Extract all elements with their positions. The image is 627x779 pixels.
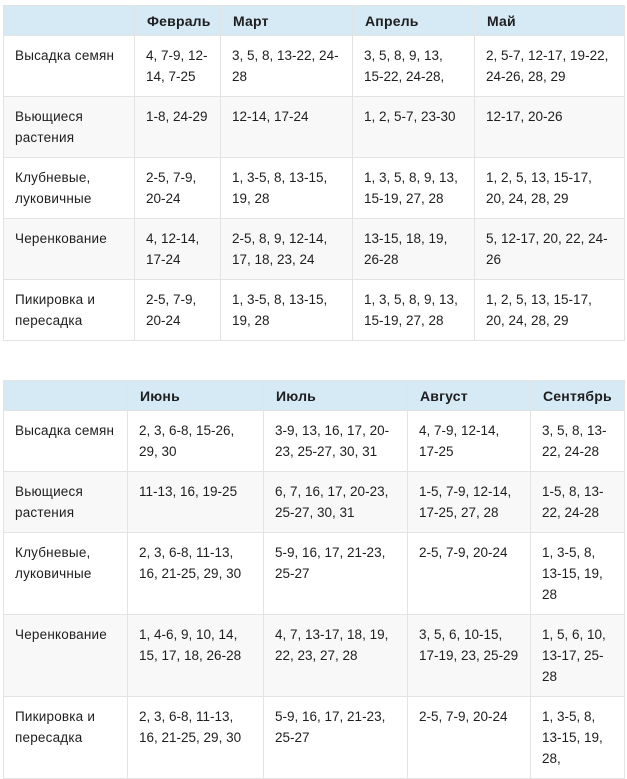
table-row bbox=[4, 472, 625, 533]
row-label: Клубневые, луковичные bbox=[4, 533, 128, 615]
row-label: Черенкование bbox=[4, 219, 135, 280]
table-cell: 1, 3-5, 8, 13-15, 19, 28 bbox=[531, 533, 625, 615]
table-row bbox=[4, 97, 625, 158]
table-cell: 1, 3, 5, 8, 9, 13, 15-19, 27, 28 bbox=[353, 280, 475, 341]
row-label: Черенкование bbox=[4, 615, 128, 697]
table-cell: 5, 12-17, 20, 22, 24-26 bbox=[475, 219, 625, 280]
table-cell: 3, 5, 8, 13-22, 24-28 bbox=[221, 36, 353, 97]
table-cell: 1, 5, 6, 10, 13-17, 25-28 bbox=[531, 615, 625, 697]
column-header-august: Август bbox=[408, 381, 531, 411]
table-cell: 1-5, 7-9, 12-14, 17-25, 27, 28 bbox=[408, 472, 531, 533]
table-cell: 4, 7-9, 12-14, 17-25 bbox=[408, 411, 531, 472]
row-label: Пикировка и пересадка bbox=[4, 697, 128, 779]
table-cell: 1, 2, 5, 13, 15-17, 20, 24, 28, 29 bbox=[475, 158, 625, 219]
table-cell: 1, 3-5, 8, 13-15, 19, 28, bbox=[531, 697, 625, 779]
column-header-february: Февраль bbox=[135, 6, 221, 36]
table-cell: 12-14, 17-24 bbox=[221, 97, 353, 158]
table-cell: 5-9, 16, 17, 21-23, 25-27 bbox=[264, 697, 408, 779]
lunar-table-spring bbox=[3, 5, 625, 341]
table-row bbox=[4, 533, 625, 615]
table-row bbox=[4, 280, 625, 341]
column-header-april: Апрель bbox=[353, 6, 475, 36]
header-row bbox=[4, 381, 625, 411]
table-row bbox=[4, 411, 625, 472]
row-label: Вьющиеся растения bbox=[4, 472, 128, 533]
table-cell: 1, 4-6, 9, 10, 14, 15, 17, 18, 26-28 bbox=[128, 615, 264, 697]
table-cell: 6, 7, 16, 17, 20-23, 25-27, 30, 31 bbox=[264, 472, 408, 533]
row-label: Пикировка и пересадка bbox=[4, 280, 135, 341]
table-cell: 3, 5, 8, 9, 13, 15-22, 24-28, bbox=[353, 36, 475, 97]
column-header-march: Март bbox=[221, 6, 353, 36]
column-header-may: Май bbox=[475, 6, 625, 36]
table-cell: 4, 7-9, 12-14, 7-25 bbox=[135, 36, 221, 97]
row-label: Вьющиеся растения bbox=[4, 97, 135, 158]
table-cell: 2, 5-7, 12-17, 19-22, 24-26, 28, 29 bbox=[475, 36, 625, 97]
table-header bbox=[4, 381, 625, 411]
table-row bbox=[4, 219, 625, 280]
table-cell: 4, 7, 13-17, 18, 19, 22, 23, 27, 28 bbox=[264, 615, 408, 697]
table-cell: 2-5, 7-9, 20-24 bbox=[408, 533, 531, 615]
table-cell: 1, 3, 5, 8, 9, 13, 15-19, 27, 28 bbox=[353, 158, 475, 219]
table-cell: 2, 3, 6-8, 11-13, 16, 21-25, 29, 30 bbox=[128, 697, 264, 779]
table-cell: 1, 3-5, 8, 13-15, 19, 28 bbox=[221, 158, 353, 219]
table-cell: 2, 3, 6-8, 15-26, 29, 30 bbox=[128, 411, 264, 472]
table-cell: 3, 5, 6, 10-15, 17-19, 23, 25-29 bbox=[408, 615, 531, 697]
table-cell: 4, 12-14, 17-24 bbox=[135, 219, 221, 280]
table-cell: 13-15, 18, 19, 26-28 bbox=[353, 219, 475, 280]
table-cell: 5-9, 16, 17, 21-23, 25-27 bbox=[264, 533, 408, 615]
table-header bbox=[4, 6, 625, 36]
column-header-july: Июль bbox=[264, 381, 408, 411]
column-header-empty bbox=[4, 381, 128, 411]
row-label: Высадка семян bbox=[4, 411, 128, 472]
table-cell: 2, 3, 6-8, 11-13, 16, 21-25, 29, 30 bbox=[128, 533, 264, 615]
table-row bbox=[4, 36, 625, 97]
table-row bbox=[4, 615, 625, 697]
table-cell: 1, 2, 5, 13, 15-17, 20, 24, 28, 29 bbox=[475, 280, 625, 341]
table-cell: 1-5, 8, 13-22, 24-28 bbox=[531, 472, 625, 533]
table-cell: 11-13, 16, 19-25 bbox=[128, 472, 264, 533]
column-header-june: Июнь bbox=[128, 381, 264, 411]
column-header-september: Сентябрь bbox=[531, 381, 625, 411]
table-row bbox=[4, 158, 625, 219]
table-cell: 2-5, 7-9, 20-24 bbox=[135, 158, 221, 219]
row-label: Клубневые, луковичные bbox=[4, 158, 135, 219]
table-cell: 3-9, 13, 16, 17, 20-23, 25-27, 30, 31 bbox=[264, 411, 408, 472]
table-cell: 12-17, 20-26 bbox=[475, 97, 625, 158]
table-cell: 1, 2, 5-7, 23-30 bbox=[353, 97, 475, 158]
row-label: Высадка семян bbox=[4, 36, 135, 97]
table-cell: 1, 3-5, 8, 13-15, 19, 28 bbox=[221, 280, 353, 341]
table-cell: 2-5, 7-9, 20-24 bbox=[408, 697, 531, 779]
lunar-table-summer bbox=[3, 380, 625, 779]
table-row bbox=[4, 697, 625, 779]
table-cell: 2-5, 8, 9, 12-14, 17, 18, 23, 24 bbox=[221, 219, 353, 280]
table-cell: 1-8, 24-29 bbox=[135, 97, 221, 158]
table-cell: 3, 5, 8, 13-22, 24-28 bbox=[531, 411, 625, 472]
column-header-empty bbox=[4, 6, 135, 36]
table-cell: 2-5, 7-9, 20-24 bbox=[135, 280, 221, 341]
header-row bbox=[4, 6, 625, 36]
